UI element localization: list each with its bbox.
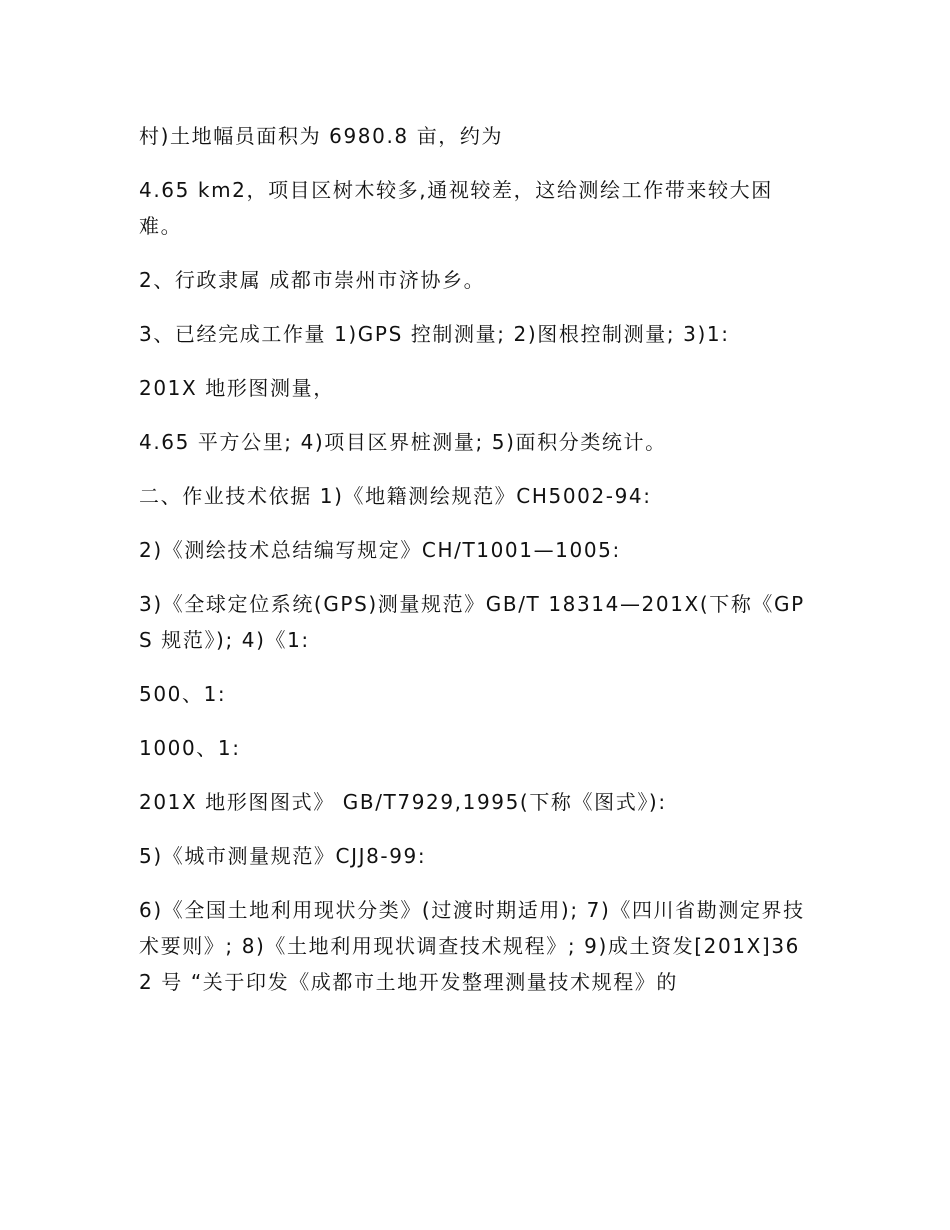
paragraph-map-symbols: 201X 地形图图式》 GB/T7929,1995(下称《图式》): [139, 790, 667, 814]
paragraph-ref-3: 3)《全球定位系统(GPS)测量规范》GB/T 18314—201X(下称《GPS 规范》); 4)《1: [139, 592, 805, 652]
document-body [139, 118, 814, 1018]
paragraph-scale-1000: 1000、1: [139, 736, 241, 760]
paragraph-topographic-survey: 201X 地形图测量， [139, 376, 335, 400]
paragraph-technical-basis: 二、作业技术依据 1)《地籍测绘规范》CH5002-94: [139, 484, 652, 508]
paragraph-completed-work: 3、已经完成工作量 1)GPS 控制测量; 2)图根控制测量; 3)1: [139, 322, 730, 346]
paragraph-ref-6-9: 6)《全国土地利用现状分类》(过渡时期适用); 7)《四川省勘测定界技术要则》; 8)《土地利用现状调查技术规程》; 9)成土资发[201X]362 号 “关于印发《成都市土地开发整理测量技术规程》的 [139, 898, 805, 994]
paragraph-area-km2: 4.65 km2，项目区树木较多,通视较差，这给测绘工作带来较大困难。 [139, 178, 773, 238]
paragraph-land-area: 村)土地幅员面积为 6980.8 亩，约为 [139, 124, 504, 148]
paragraph-administrative: 2、行政隶属 成都市崇州市济协乡。 [139, 268, 486, 292]
paragraph-ref-2: 2)《测绘技术总结编写规定》CH/T1001—1005: [139, 538, 621, 562]
paragraph-scale-500: 500、1: [139, 682, 227, 706]
paragraph-area-stats: 4.65 平方公里; 4)项目区界桩测量; 5)面积分类统计。 [139, 430, 667, 454]
paragraph-ref-5: 5)《城市测量规范》CJJ8-99: [139, 844, 427, 868]
